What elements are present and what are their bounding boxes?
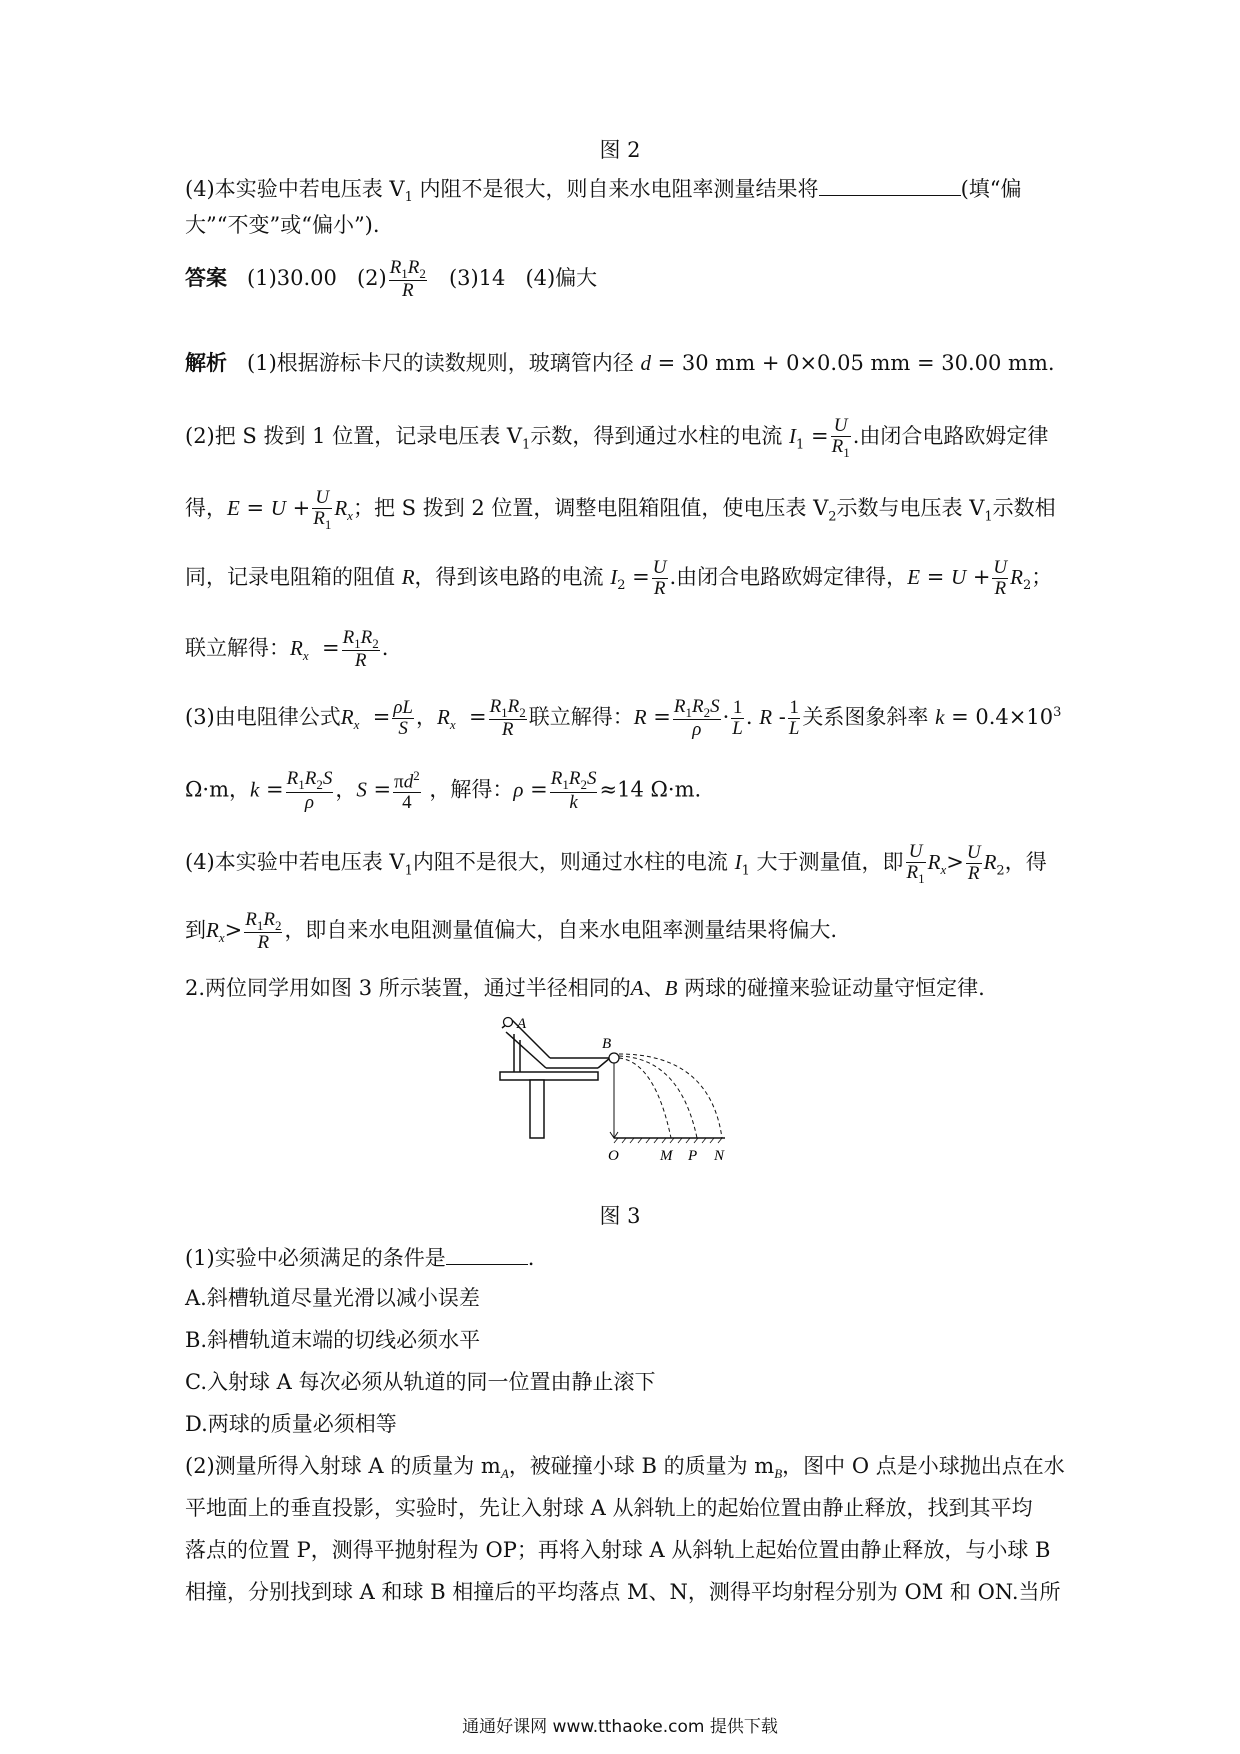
answer-part1: (1)30.00 [247, 266, 337, 291]
analysis-text: 示数，得到通过水柱的电流 [530, 424, 783, 449]
option-a: A.斜槽轨道尽量光滑以减小误差 [185, 1286, 480, 1310]
label-m: M [660, 1148, 673, 1164]
ball-a [504, 1018, 513, 1027]
q4-text-a: (4)本实验中若电压表 V [185, 177, 405, 201]
fraction: $\frac{R_1R_2}{R}$ [245, 909, 282, 954]
fraction: $\frac{R_1R_2}{R}$ [489, 696, 526, 741]
analysis-text: 联立解得： [528, 705, 634, 730]
analysis-text: ≈14 Ω·m. [599, 777, 702, 802]
analysis-line9: 到$R_x>$ $\frac{R_1R_2}{R}$ ，即自来水电阻测量值偏大，自来水电阻率测量结果将偏大. [185, 909, 838, 954]
answer-part3: (3)14 [448, 266, 506, 291]
fraction: $\frac{\pi d^2}{4}$ [394, 768, 420, 814]
answer-blank[interactable] [819, 177, 961, 196]
analysis-text: ，得到该电路的电流 [414, 564, 604, 589]
q2-sub1-text: (1)实验中必须满足的条件是 [185, 1246, 446, 1270]
analysis-text: = 0.4×10 [944, 705, 1054, 730]
table-leg [530, 1080, 544, 1138]
q2-intro-text: 两球的碰撞来验证动量守恒定律. [684, 976, 985, 1000]
track-end [598, 1058, 610, 1068]
label-o: O [608, 1148, 619, 1164]
analysis-text: 示数相 [992, 496, 1056, 521]
label-n: N [714, 1148, 725, 1164]
answer-fraction: $\frac{R_1R_2}{R}$ [389, 257, 426, 302]
analysis-text: 示数与电压表 V [836, 496, 985, 521]
option-b: B.斜槽轨道末端的切线必须水平 [185, 1328, 481, 1352]
question-2-sub2-line4: 相撞，分别找到球 A 和球 B 相撞后的平均落点 M、N，测得平均射程分别为 OM 和 ON.当所 [185, 1580, 1061, 1604]
answer-label: 答案 [185, 265, 227, 291]
q4-text-b: 内阻不是很大，则自来水电阻率测量结果将 [412, 177, 819, 201]
analysis-line6: (3)由电阻律公式$R_x$ = $\frac{\rho L}{S}$ ，$R_x$ = $\frac{R_1R_2}{R}$ 联立解得：R = $\frac{R_1R_2S}{\rho}$ · $\frac{1}{L}$ . R - $\frac{1}{L}$ 关系图象斜率 $k = 0.4\times 10^3$ [185, 696, 1062, 741]
page-footer: 通通好课网 www.tthaoke.com 提供下载 [462, 1717, 778, 1737]
question-2-sub2-line2: 平地面上的垂直投影，实验时，先让入射球 A 从斜轨上的起始位置由静止释放，找到其平均 [185, 1496, 1033, 1520]
analysis-line7: Ω·m，k = $\frac{R_1R_2S}{\rho}$ ，S = $\frac{\pi d^2}{4}$ ，解得：ρ = $\frac{R_1R_2S}{k}$ ≈14 Ω·m. [185, 768, 702, 814]
question-4-line2: 大”“不变”或“偏小”). [185, 213, 380, 237]
analysis-text: .由闭合电路欧姆定律 [852, 424, 1049, 449]
analysis-label: 解析 [185, 350, 227, 375]
fraction: $\frac{\rho L}{S}$ [393, 697, 413, 740]
analysis-text: (3)由电阻律公式 [185, 705, 341, 730]
figure-3-apparatus [490, 1010, 760, 1195]
table-top [500, 1072, 598, 1080]
answer-part2: (2) [356, 266, 387, 291]
analysis-line8: (4)本实验中若电压表 $V_1$内阻不是很大，则通过水柱的电流 $I_1$ 大于测量值，即 $\frac{U}{R_1}$ $R_x>$ $\frac{U}{R}$ $R_2$，得 [185, 841, 1047, 886]
question-2-sub2-line1: (2)测量所得入射球 A 的质量为 $m_A$，被碰撞小球 B 的质量为 $m_B$，图中 O 点是小球抛出点在水 [185, 1454, 1065, 1482]
fraction: $\frac{U}{R}$ [966, 842, 981, 885]
answer-line [185, 258, 597, 301]
option-c: C.入射球 A 每次必须从轨道的同一位置由静止滚下 [185, 1370, 656, 1394]
question-2-sub1: (1)实验中必须满足的条件是 . [185, 1246, 535, 1270]
ball-b [609, 1053, 619, 1063]
fraction: $\frac{1}{L}$ [788, 697, 800, 740]
figure-3-caption: 图 3 [599, 1204, 641, 1228]
fraction: $\frac{R_1R_2S}{k}$ [550, 768, 597, 813]
fraction: $\frac{R_1R_2}{R}$ [342, 627, 379, 672]
analysis-text: ；把 S 拨到 2 位置，调整电阻箱阻值，使电压表 V [352, 496, 829, 521]
fraction: $\frac{R_1R_2S}{\rho}$ [286, 768, 333, 813]
trajectory-p [619, 1056, 697, 1138]
analysis-text: Ω·m， [185, 777, 250, 802]
answer-part4: (4)偏大 [525, 266, 598, 291]
analysis-text: 到 [185, 918, 206, 943]
label-p: P [688, 1148, 698, 1164]
analysis-text: 内阻不是很大，则通过水柱的电流 [412, 850, 728, 875]
analysis-text: (4)本实验中若电压表 V [185, 850, 405, 875]
analysis-text: 得， [185, 496, 227, 521]
figure-2-caption: 图 2 [599, 138, 641, 162]
q4-text-c: (填“偏 [960, 177, 1022, 201]
analysis-text: 大于测量值，即 [756, 850, 904, 875]
label-a: A [517, 1016, 527, 1032]
trajectory-m [619, 1058, 671, 1138]
trajectory-n [619, 1054, 722, 1138]
fraction: $\frac{1}{L}$ [732, 697, 743, 740]
analysis-line1: 解析 (1)根据游标卡尺的读数规则，玻璃管内径 d = 30 mm + 0×0.05 mm = 30.00 mm. [185, 350, 1055, 375]
analysis-text: = 30 mm + 0×0.05 mm = 30.00 mm. [650, 351, 1055, 375]
fraction: $\frac{U}{R}$ [993, 557, 1008, 599]
analysis-line2: (2)把 S 拨到 1 位置，记录电压表 $V_1$示数，得到通过水柱的电流 $I_1$ = $\frac{U}{R_1}$ .由闭合电路欧姆定律 [185, 415, 1049, 460]
analysis-text: 联立解得： [185, 636, 290, 661]
fraction: $\frac{R_1R_2S}{\rho}$ [673, 696, 720, 741]
analysis-line3: 得，E = U + $\frac{U}{R_1}$ $R_x$；把 S 拨到 2 位置，调整电阻箱阻值，使电压表 $V_2$示数与电压表 $V_1$示数相 [185, 487, 1056, 532]
question-2-sub2-line3: 落点的位置 P，测得平抛射程为 OP；再将入射球 A 从斜轨上起始位置由静止释放，与小球 B [185, 1538, 1051, 1562]
q2-sub2-text: (2)测量所得入射球 A 的质量为 m [185, 1454, 501, 1478]
fraction: $\frac{U}{R}$ [652, 557, 667, 599]
analysis-text: 同，记录电阻箱的阻值 [185, 564, 395, 589]
label-b: B [602, 1036, 612, 1052]
analysis-line4: 同，记录电阻箱的阻值 R，得到该电路的电流 $I_2$ = $\frac{U}{R}$ .由闭合电路欧姆定律得，E = U + $\frac{U}{R}$ $R_2$； [185, 557, 1053, 599]
analysis-text: (2)把 S 拨到 1 位置，记录电压表 V [185, 424, 523, 449]
analysis-text: .由闭合电路欧姆定律得， [669, 564, 908, 589]
analysis-text: 关系图象斜率 [802, 705, 929, 730]
fraction: $\frac{U}{R_1}$ [313, 487, 332, 532]
q2-sub2-text: ，被碰撞小球 B 的质量为 m [508, 1454, 775, 1478]
fraction: $\frac{U}{R_1}$ [831, 415, 850, 460]
analysis-text: (1)根据游标卡尺的读数规则，玻璃管内径 [247, 351, 634, 375]
q2-sub2-text: ，图中 O 点是小球抛出点在水 [782, 1454, 1065, 1478]
answer-blank[interactable] [446, 1246, 528, 1265]
q2-intro-text: 2.两位同学用如图 3 所示装置，通过半径相同的 [185, 976, 631, 1000]
fraction: $\frac{U}{R_1}$ [906, 841, 925, 886]
incline-lower [506, 1032, 546, 1068]
question-4-line1: (4)本实验中若电压表 $V_1$ 内阻不是很大，则自来水电阻率测量结果将 (填“偏 [185, 177, 1022, 206]
analysis-line5: 联立解得：$R_x$ = $\frac{R_1R_2}{R}$ . [185, 627, 389, 672]
analysis-text: ，得 [1004, 850, 1047, 875]
analysis-text: ，即自来水电阻测量值偏大，自来水电阻率测量结果将偏大. [284, 918, 838, 943]
option-d: D.两球的质量必须相等 [185, 1412, 397, 1436]
analysis-text: ，解得： [429, 777, 514, 802]
question-2-intro: 2.两位同学用如图 3 所示装置，通过半径相同的A、B 两球的碰撞来验证动量守恒定律. [185, 976, 985, 1000]
